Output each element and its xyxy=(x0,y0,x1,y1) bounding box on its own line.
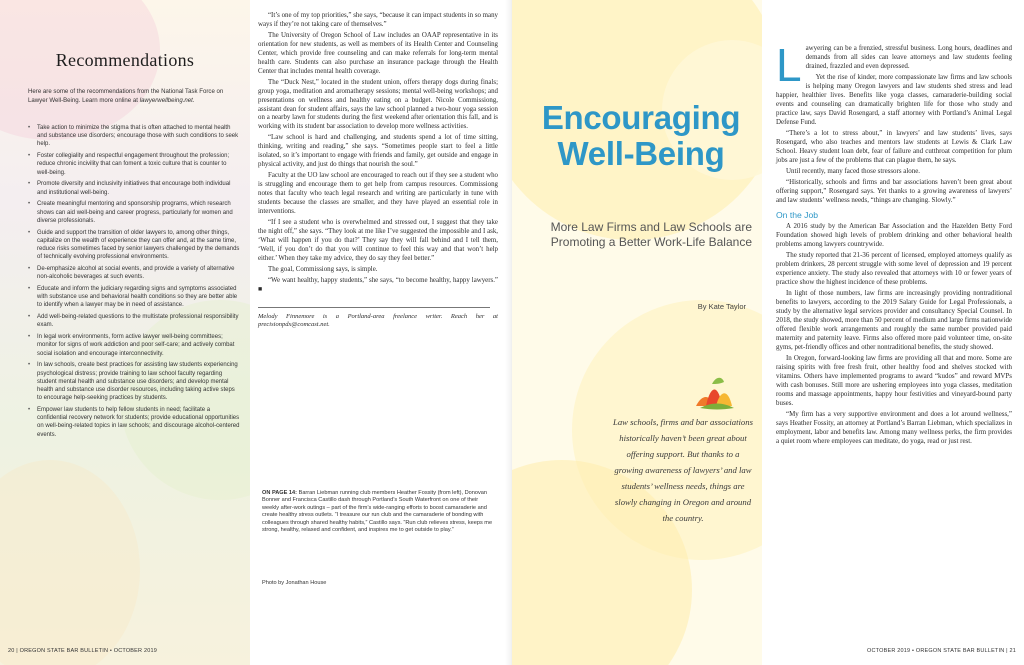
body-paragraph: Yet the rise of kinder, more compassionate law firms and law schools is helping many Oregon lawyers and law students shed stress and lead happier, healthier lives. Benefits like yoga classes, camaraderie-building social events and counseling can dramatically brighten life for those who study and practice law, says David Rosengard, a staff attorney with Portland’s Animal Legal Defense Fund. xyxy=(776,73,1012,126)
divider xyxy=(258,307,490,308)
recommendation-item: • Take action to minimize the stigma that is often attached to mental health and substance use disorders; encourage those with such conditions to seek help. xyxy=(28,124,240,149)
photo-caption xyxy=(262,490,494,534)
article-headline xyxy=(526,100,756,172)
body-paragraph: The “Duck Nest,” located in the student union, offers therapy dogs during finals; group yoga, meditation and aromatherapy sessions; mental well-being workshops; and presentations on wellness and healthy eating on a budget. Nicole Commissiong, assistant dean for student affairs, says the law school planned a two-hour yoga session on a nearby lawn for students during the first weekend after orientation this fall, and is working with its student bar association to develop more wellness activities. xyxy=(258,78,498,131)
body-paragraph: The University of Oregon School of Law includes an OAAP representative in its orientation for new students, as well as members of its Health Center and Counseling Center, which provide free counseling and can make referrals for long-term mental health care. Students can also purchase an insurance package through the Health Center that includes mental health coverage. xyxy=(258,31,498,75)
recommendation-item: • Guide and support the transition of older lawyers to, among other things, capitalize on the wealth of experience they can offer and, at the same time, reduce risks sometimes faced by senior lawyers challenged by the demands of technically evolving professional environments. xyxy=(28,229,240,262)
recommendation-item: • Empower law students to help fellow students in need; facilitate a confidential recovery network for students; provide educational opportunities on well-being-related topics in law schools; and discourage alcohol-centered events. xyxy=(28,406,240,439)
body-paragraph: “Law school is hard and challenging, and students spend a lot of time sitting, thinking, writing and reading,” she says. “Sometimes people start to feel a little isolated, so it’s important to engage with friends and family, get outside and engage in physical activity, and just do things that nourish the soul.” xyxy=(258,134,498,169)
recommendation-item: • Educate and inform the judiciary regarding signs and symptoms associated with substance use and behavioral health conditions so they are better able to identify when a lawyer may be in need of assistance. xyxy=(28,285,240,310)
body-paragraph: In Oregon, forward-looking law firms are providing all that and more. Some are raising spirits with free fresh fruit, other healthy food and shelves stocked with vitamins. Others have implemented programs to award “kudos” and reward MVPs with cash bonuses. Still more are ushering employees into yoga classes, meditation rooms and massage appointments, happy hour festivities and vineyard-bound party buses. xyxy=(776,354,1012,407)
headline-line-1: Encouraging xyxy=(541,99,741,136)
article-dek: More Law Firms and Law Schools are Promoting a Better Work-Life Balance xyxy=(550,220,752,249)
recommendation-item: • Add well-being-related questions to the multistate professional responsibility exam. xyxy=(28,313,240,329)
page-folio-left: 20 | OREGON STATE BAR BULLETIN • OCTOBER 2019 xyxy=(8,648,157,654)
body-paragraph: “My firm has a very supportive environment and does a lot around wellness,” says Heather Fossity, an attorney at Portland’s Barran Liebman, which specializes in employment, labor and benefits law. Among many wellness perks, the firm provides a quiet room where employees can meditate, do yoga, read or just rest. xyxy=(776,410,1012,445)
sidebar-intro-text: Here are some of the recommendations from the National Task Force on Lawyer Well-Being. Learn more online at xyxy=(28,88,224,104)
body-paragraph: “It’s one of my top priorities,” she says, “because it can impact students in so many ways if they’re not taking care of themselves.” xyxy=(258,12,498,28)
article-body-column xyxy=(776,39,1012,448)
byline: By Kate Taylor xyxy=(697,302,746,311)
body-paragraph: “Historically, schools and firms and bar associations haven’t been great about offering support,” Rosengard says. Yet thanks to a growing awareness of lawyers’ and law students’ wellness needs, “things are changing. Slowly.” xyxy=(776,178,1012,204)
sidebar-intro-link[interactable]: lawyerwellbeing.net. xyxy=(139,96,195,104)
recommendation-item: • Promote diversity and inclusivity initiatives that encourage both individual and institutional well-being. xyxy=(28,180,240,196)
body-paragraph: “There’s a lot to stress about,” in lawyers’ and law students’ lives, says Rosengard, who also teaches and mentors law students at Lewis & Clark Law School. Heavy student loan debt, fear of failure and cutthroat competition for plum jobs are just a few of the problems that can plague them, he says. xyxy=(776,129,1012,164)
lead-text: awyering can be a frenzied, stressful business. Long hours, deadlines and demands from all sides can leave attorneys and law students feeling drained, frazzled and even depressed. xyxy=(805,44,1012,70)
caption-label: ON PAGE 14: xyxy=(262,490,298,496)
right-page xyxy=(512,0,1024,665)
author-note: Melody Finnemore is a Portland-area freelance writer. Reach her at precisionpdx@comcast.net. xyxy=(258,312,498,328)
sidebar-title: Recommendations xyxy=(55,50,195,70)
headline-line-2: Well-Being xyxy=(557,135,725,172)
body-paragraph: “If I see a student who is overwhelmed and stressed out, I suggest that they take the night off,” she says. “They look at me like I’ve suggested the impossible and I ask, ‘What will happen if you do that?’ They say they will fall behind and I tell them, ‘Well, if you don’t do that you will continue to feel this way and that won’t help either.’ When they take my advice, they do say they feel better.” xyxy=(258,218,498,262)
feature-opener-panel xyxy=(512,0,762,665)
sidebar-decor-blob xyxy=(0,460,140,665)
body-paragraph: The goal, Commissiong says, is simple. xyxy=(268,265,378,273)
recommendation-item: • Create meaningful mentoring and sponsorship programs, which research shows can aid well-being and career progress, particularly for women and diverse professionals. xyxy=(28,200,240,225)
recommendation-item: • Foster collegiality and respectful engagement throughout the profession; reduce chronic incivility that can foment a toxic culture that is counter to well-being. xyxy=(28,152,240,177)
section-subhead: On the Job xyxy=(776,210,819,220)
article-continuation-column xyxy=(258,12,498,331)
pull-quote: Law schools, firms and bar associations historically haven’t been great about offering support. But thanks to a growing awareness of lawyers’ and law students’ wellness needs, things are slowly changing in Oregon and around the country. xyxy=(613,417,753,523)
caption-text: Barran Liebman running club members Heather Fossity (from left), Donovan Bonner and Francisca Castillo dash through Portland’s South Waterfront on one of their weekly after-work outings – part of the firm’s wide-ranging efforts to boost camaraderie and create healthy stress outlets. “I treasure our run club and the camaraderie of bonding with colleagues through shared healthy habits,” Castillo says. “Run club relieves stress, keeps me strong, healthy, relaxed and confident, and inspires me to get outside to play.” xyxy=(262,490,493,534)
body-paragraph: In light of those numbers, law firms are increasingly providing nontraditional benefits to lawyers, according to the 2019 Salary Guide for Legal Professionals, a study by the alternative legal services provider and consultancy Special Counsel. In 2018, the study showed, more than 50 percent of medium and large firms nationwide offered flexible work arrangements and roughly the same number provided paid maternity and paternity leave. Firms also offered more paid volunteer time, on-site gyms, pet-friendly offices and other nontraditional benefits, the study showed. xyxy=(776,289,1012,351)
body-paragraph: The study reported that 21-36 percent of licensed, employed attorneys qualify as problem drinkers, 28 percent struggle with some level of depression and 19 percent experience anxiety. The study also revealed that attorneys with 10 or fewer years of practice show the highest incidence of these problems. xyxy=(776,251,1012,286)
drop-cap: L xyxy=(776,39,802,91)
recommendation-item: • In legal work environments, form active lawyer well-being committees; monitor for signs of work addiction and poor self-care; and actively combat social isolation and encourage interconnectivity. xyxy=(28,333,240,358)
body-paragraph: Until recently, many faced those stressors alone. xyxy=(786,167,921,175)
body-paragraph: A 2016 study by the American Bar Association and the Hazelden Betty Ford Foundation showed high levels of problem drinking and other behavioral health problems among lawyers countrywide. xyxy=(776,222,1012,248)
recommendations-sidebar xyxy=(0,0,250,665)
recommendation-item: • De-emphasize alcohol at social events, and provide a variety of alternative non-alcoholic beverages at such events. xyxy=(28,265,240,281)
body-paragraph: “We want healthy, happy students,” she says, “to become healthy, happy lawyers.” ■ xyxy=(258,276,498,293)
leaf-flame-logo-icon xyxy=(692,372,738,412)
recommendation-list xyxy=(28,124,240,442)
photo-credit: Photo by Jonathan House xyxy=(262,580,327,586)
sidebar-intro xyxy=(28,88,238,105)
body-paragraph: Faculty at the UO law school are encouraged to reach out if they see a student who is struggling and encourage them to get help from campus resources. Commissiong notes that faculty who teach legal research and writing are particularly in tune with students because the classes are smaller, and they have played an essential role in interventions. xyxy=(258,172,498,216)
recommendation-item: • In law schools, create best practices for assisting law students experiencing psychological distress; provide training to law school faculty regarding student mental health and substance use disorders; and develop mental health and substance use disorder resources, including taking active steps to encourage help-seeking practices by students. xyxy=(28,361,240,402)
lead-paragraph xyxy=(776,39,1012,91)
page-folio-right: OCTOBER 2019 • OREGON STATE BAR BULLETIN | 21 xyxy=(867,648,1016,654)
